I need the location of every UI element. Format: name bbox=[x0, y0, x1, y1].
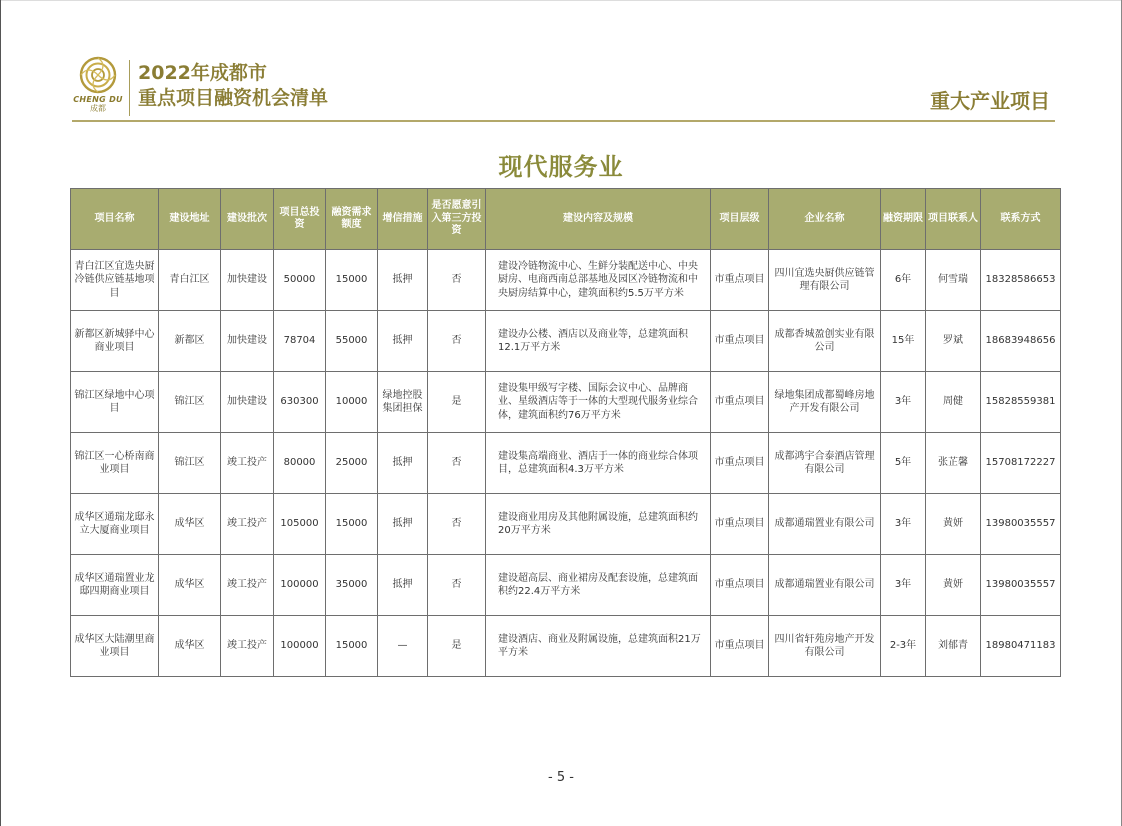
cell-third-party: 否 bbox=[428, 555, 486, 616]
cell-financing-amount: 35000 bbox=[326, 555, 378, 616]
cell-phone: 18980471183 bbox=[981, 616, 1061, 677]
cell-company: 四川省轩苑房地产开发有限公司 bbox=[769, 616, 881, 677]
cell-contact-person: 何雪瑞 bbox=[926, 250, 981, 311]
column-header: 项目总投资 bbox=[274, 189, 326, 250]
cell-description: 建设商业用房及其他附属设施，总建筑面积约20万平方米 bbox=[486, 494, 711, 555]
cell-level: 市重点项目 bbox=[711, 555, 769, 616]
cell-address: 成华区 bbox=[159, 555, 221, 616]
page-number: - 5 - bbox=[548, 770, 574, 785]
cell-third-party: 是 bbox=[428, 372, 486, 433]
cell-financing-amount: 15000 bbox=[326, 494, 378, 555]
cell-total-investment: 100000 bbox=[274, 555, 326, 616]
column-header: 融资期限 bbox=[881, 189, 926, 250]
cell-batch: 加快建设 bbox=[221, 311, 274, 372]
table-row bbox=[71, 555, 1061, 616]
cell-project-name: 锦江区一心桥南商业项目 bbox=[71, 433, 159, 494]
cell-financing-amount: 15000 bbox=[326, 250, 378, 311]
cell-credit-measure: 抵押 bbox=[378, 494, 428, 555]
cell-phone: 15828559381 bbox=[981, 372, 1061, 433]
cell-project-name: 成华区通瑞龙邸永立大厦商业项目 bbox=[71, 494, 159, 555]
cell-level: 市重点项目 bbox=[711, 616, 769, 677]
cell-phone: 15708172227 bbox=[981, 433, 1061, 494]
cell-batch: 加快建设 bbox=[221, 250, 274, 311]
table-row bbox=[71, 494, 1061, 555]
cell-third-party: 是 bbox=[428, 616, 486, 677]
cell-batch: 竣工投产 bbox=[221, 616, 274, 677]
cell-credit-measure: 抵押 bbox=[378, 555, 428, 616]
cell-term: 6年 bbox=[881, 250, 926, 311]
title-line-1: 2022年成都市 bbox=[138, 62, 267, 84]
cell-company: 成都鸿宇合泰酒店管理有限公司 bbox=[769, 433, 881, 494]
cell-phone: 13980035557 bbox=[981, 555, 1061, 616]
logo-chinese-text: 成都 bbox=[90, 104, 106, 113]
cell-term: 3年 bbox=[881, 555, 926, 616]
golden-sun-bird-icon bbox=[78, 55, 118, 95]
cell-level: 市重点项目 bbox=[711, 311, 769, 372]
cell-phone: 18683948656 bbox=[981, 311, 1061, 372]
table-row bbox=[71, 311, 1061, 372]
title-line-2: 重点项目融资机会清单 bbox=[138, 87, 329, 109]
cell-project-name: 成华区大陆潮里商业项目 bbox=[71, 616, 159, 677]
table-row bbox=[71, 250, 1061, 311]
cell-level: 市重点项目 bbox=[711, 494, 769, 555]
cell-description: 建设酒店、商业及附属设施，总建筑面积21万平方米 bbox=[486, 616, 711, 677]
cell-description: 建设集高端商业、酒店于一体的商业综合体项目，总建筑面积4.3万平方米 bbox=[486, 433, 711, 494]
column-header: 项目层级 bbox=[711, 189, 769, 250]
table-header-row bbox=[71, 189, 1061, 250]
section-title: 现代服务业 bbox=[498, 153, 624, 181]
cell-term: 15年 bbox=[881, 311, 926, 372]
cell-term: 3年 bbox=[881, 494, 926, 555]
cell-address: 锦江区 bbox=[159, 372, 221, 433]
table-row bbox=[71, 616, 1061, 677]
cell-description: 建设超高层、商业裙房及配套设施，总建筑面积约22.4万平方米 bbox=[486, 555, 711, 616]
cell-batch: 加快建设 bbox=[221, 372, 274, 433]
column-header: 建设内容及规模 bbox=[486, 189, 711, 250]
table-row bbox=[71, 433, 1061, 494]
column-header: 联系方式 bbox=[981, 189, 1061, 250]
cell-phone: 13980035557 bbox=[981, 494, 1061, 555]
cell-project-name: 成华区通瑞置业龙邸四期商业项目 bbox=[71, 555, 159, 616]
logo-english-text: CHENG DU bbox=[73, 95, 123, 104]
cell-financing-amount: 25000 bbox=[326, 433, 378, 494]
cell-level: 市重点项目 bbox=[711, 372, 769, 433]
document-title bbox=[138, 61, 328, 111]
cell-term: 5年 bbox=[881, 433, 926, 494]
cell-company: 成都通瑞置业有限公司 bbox=[769, 494, 881, 555]
cell-third-party: 否 bbox=[428, 433, 486, 494]
cell-third-party: 否 bbox=[428, 311, 486, 372]
header-divider bbox=[129, 60, 130, 116]
page-left-edge bbox=[0, 0, 1, 826]
cell-level: 市重点项目 bbox=[711, 433, 769, 494]
projects-table bbox=[70, 188, 1061, 677]
cell-phone: 18328586653 bbox=[981, 250, 1061, 311]
cell-level: 市重点项目 bbox=[711, 250, 769, 311]
cell-contact-person: 罗斌 bbox=[926, 311, 981, 372]
cell-company: 成都香城盈创实业有限公司 bbox=[769, 311, 881, 372]
column-header: 建设批次 bbox=[221, 189, 274, 250]
cell-address: 新都区 bbox=[159, 311, 221, 372]
cell-contact-person: 黄妍 bbox=[926, 494, 981, 555]
cell-financing-amount: 55000 bbox=[326, 311, 378, 372]
cell-credit-measure: 抵押 bbox=[378, 311, 428, 372]
cell-address: 成华区 bbox=[159, 616, 221, 677]
column-header: 融资需求额度 bbox=[326, 189, 378, 250]
category-title: 重大产业项目 bbox=[930, 89, 1050, 113]
cell-total-investment: 50000 bbox=[274, 250, 326, 311]
cell-total-investment: 80000 bbox=[274, 433, 326, 494]
chengdu-logo bbox=[72, 55, 124, 119]
cell-batch: 竣工投产 bbox=[221, 494, 274, 555]
cell-total-investment: 105000 bbox=[274, 494, 326, 555]
cell-credit-measure: — bbox=[378, 616, 428, 677]
cell-description: 建设冷链物流中心、生鲜分装配送中心、中央厨房、电商西南总部基地及园区冷链物流和中央厨房结算中心，建筑面积约5.5万平方米 bbox=[486, 250, 711, 311]
cell-batch: 竣工投产 bbox=[221, 433, 274, 494]
cell-company: 成都通瑞置业有限公司 bbox=[769, 555, 881, 616]
cell-contact-person: 周健 bbox=[926, 372, 981, 433]
cell-credit-measure: 抵押 bbox=[378, 433, 428, 494]
cell-credit-measure: 绿地控股集团担保 bbox=[378, 372, 428, 433]
column-header: 增信措施 bbox=[378, 189, 428, 250]
column-header: 企业名称 bbox=[769, 189, 881, 250]
cell-term: 3年 bbox=[881, 372, 926, 433]
cell-financing-amount: 15000 bbox=[326, 616, 378, 677]
cell-address: 成华区 bbox=[159, 494, 221, 555]
cell-term: 2-3年 bbox=[881, 616, 926, 677]
cell-company: 四川宜选央厨供应链管理有限公司 bbox=[769, 250, 881, 311]
table-row bbox=[71, 372, 1061, 433]
cell-description: 建设集甲级写字楼、国际会议中心、品牌商业、星级酒店等于一体的大型现代服务业综合体，建筑面积约76万平方米 bbox=[486, 372, 711, 433]
cell-contact-person: 黄妍 bbox=[926, 555, 981, 616]
header-rule bbox=[72, 120, 1055, 122]
cell-description: 建设办公楼、酒店以及商业等，总建筑面积12.1万平方米 bbox=[486, 311, 711, 372]
cell-company: 绿地集团成都蜀峰房地产开发有限公司 bbox=[769, 372, 881, 433]
cell-total-investment: 630300 bbox=[274, 372, 326, 433]
cell-project-name: 新都区新城驿中心商业项目 bbox=[71, 311, 159, 372]
cell-contact-person: 刘郁青 bbox=[926, 616, 981, 677]
cell-credit-measure: 抵押 bbox=[378, 250, 428, 311]
cell-project-name: 锦江区绿地中心项目 bbox=[71, 372, 159, 433]
column-header: 项目联系人 bbox=[926, 189, 981, 250]
cell-contact-person: 张芷馨 bbox=[926, 433, 981, 494]
cell-address: 锦江区 bbox=[159, 433, 221, 494]
column-header: 是否愿意引入第三方投资 bbox=[428, 189, 486, 250]
column-header: 项目名称 bbox=[71, 189, 159, 250]
cell-batch: 竣工投产 bbox=[221, 555, 274, 616]
page-top-edge bbox=[0, 0, 1122, 1]
column-header: 建设地址 bbox=[159, 189, 221, 250]
cell-total-investment: 100000 bbox=[274, 616, 326, 677]
cell-third-party: 否 bbox=[428, 494, 486, 555]
cell-address: 青白江区 bbox=[159, 250, 221, 311]
cell-financing-amount: 10000 bbox=[326, 372, 378, 433]
cell-third-party: 否 bbox=[428, 250, 486, 311]
cell-total-investment: 78704 bbox=[274, 311, 326, 372]
cell-project-name: 青白江区宜选央厨冷链供应链基地项目 bbox=[71, 250, 159, 311]
